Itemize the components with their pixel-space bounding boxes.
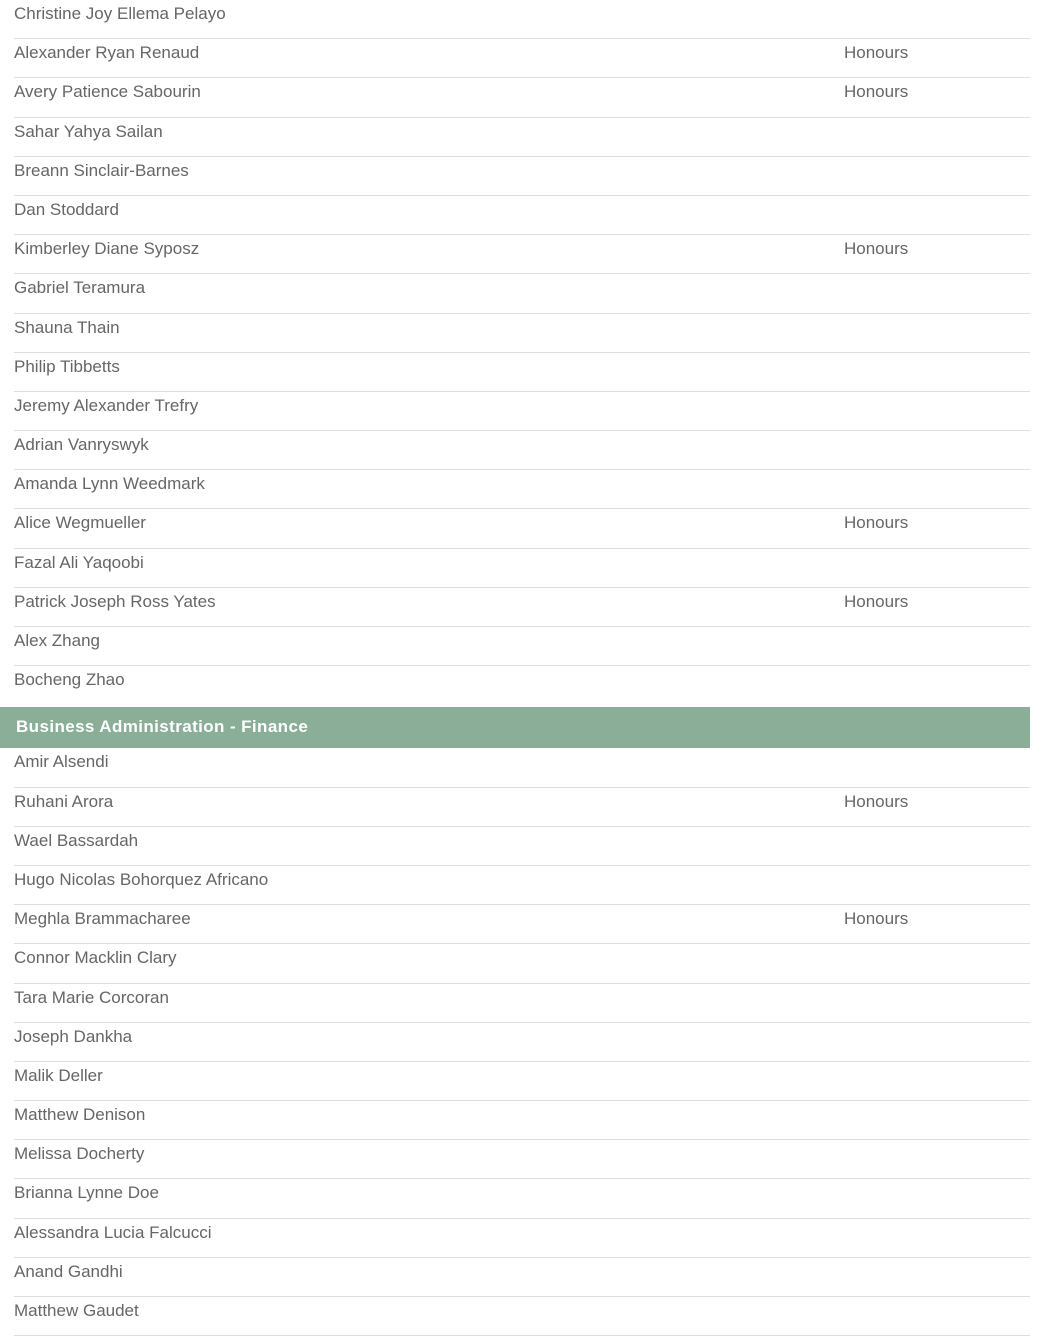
list-item	[14, 1219, 1030, 1258]
list-item	[14, 984, 1030, 1023]
student-name: Connor Macklin Clary	[14, 948, 177, 968]
student-name: Ruhani Arora	[14, 791, 114, 811]
student-name: Hugo Nicolas Bohorquez Africano	[14, 869, 269, 889]
list-item	[14, 1140, 1030, 1179]
student-name: Anand Gandhi	[14, 1261, 123, 1281]
list-item	[14, 157, 1030, 196]
student-name: Matthew Gaudet	[14, 1301, 139, 1320]
list-item	[14, 314, 1030, 353]
student-name: Melissa Docherty	[14, 1144, 145, 1164]
list-item	[14, 274, 1030, 313]
student-name: Amanda Lynn Weedmark	[14, 474, 205, 494]
student-name: Brianna Lynne Doe	[14, 1183, 159, 1203]
list-item	[14, 905, 1030, 944]
student-name: Gabriel Teramura	[14, 278, 146, 298]
list-item	[14, 1101, 1030, 1140]
student-name: Malik Deller	[14, 1065, 103, 1085]
list-item	[14, 627, 1030, 666]
student-name: Kimberley Diane Syposz	[14, 239, 200, 259]
list-item	[14, 353, 1030, 392]
student-name: Philip Tibbetts	[14, 356, 120, 376]
student-name: Breann Sinclair-Barnes	[14, 160, 189, 180]
student-name: Sahar Yahya Sailan	[14, 121, 163, 141]
program-title: Business Administration - Finance	[16, 717, 309, 737]
list-item	[14, 748, 1030, 787]
honours-label: Honours	[844, 909, 909, 929]
list-item	[14, 866, 1030, 905]
list-item	[14, 431, 1030, 470]
list-item	[14, 78, 1030, 117]
list-item	[14, 39, 1030, 78]
list-item	[14, 1297, 1030, 1336]
honours-label: Honours	[844, 239, 909, 259]
student-name: Amir Alsendi	[14, 752, 109, 772]
student-name: Alice Wegmueller	[14, 513, 146, 533]
student-name: Dan Stoddard	[14, 199, 119, 219]
student-name: Avery Patience Sabourin	[14, 82, 201, 102]
list-item	[14, 588, 1030, 627]
list-item	[14, 549, 1030, 588]
list-item	[14, 1179, 1030, 1218]
list-item	[14, 0, 1030, 39]
student-name: Tara Marie Corcoran	[14, 987, 169, 1007]
student-name: Alessandra Lucia Falcucci	[14, 1222, 212, 1242]
list-item	[14, 944, 1030, 983]
student-name: Bocheng Zhao	[14, 670, 125, 690]
student-name: Shauna Thain	[14, 317, 120, 337]
list-item	[14, 470, 1030, 509]
honours-label: Honours	[844, 513, 909, 533]
list-item	[14, 827, 1030, 866]
student-name: Fazal Ali Yaqoobi	[14, 552, 144, 572]
list-item	[14, 509, 1030, 548]
honours-label: Honours	[844, 82, 909, 102]
student-name: Matthew Denison	[14, 1105, 146, 1125]
list-item	[14, 118, 1030, 157]
list-item	[14, 196, 1030, 235]
student-name: Wael Bassardah	[14, 830, 139, 850]
student-name: Alexander Ryan Renaud	[14, 43, 200, 63]
list-item	[14, 1258, 1030, 1297]
student-name: Joseph Dankha	[14, 1026, 133, 1046]
student-name: Alex Zhang	[14, 631, 100, 650]
list-item	[14, 1062, 1030, 1101]
list-item	[14, 788, 1030, 827]
program-section-header	[0, 707, 1030, 748]
honours-label: Honours	[844, 43, 909, 63]
student-name: Patrick Joseph Ross Yates	[14, 591, 216, 611]
list-item	[14, 392, 1030, 431]
list-item	[14, 1023, 1030, 1062]
list-item	[14, 666, 1030, 704]
student-name: Adrian Vanryswyk	[14, 435, 149, 455]
list-item	[14, 235, 1030, 274]
honours-label: Honours	[844, 791, 909, 811]
student-name: Meghla Brammacharee	[14, 909, 191, 929]
honours-label: Honours	[844, 591, 909, 611]
student-name: Jeremy Alexander Trefry	[14, 395, 199, 415]
student-name: Christine Joy Ellema Pelayo	[14, 4, 226, 23]
